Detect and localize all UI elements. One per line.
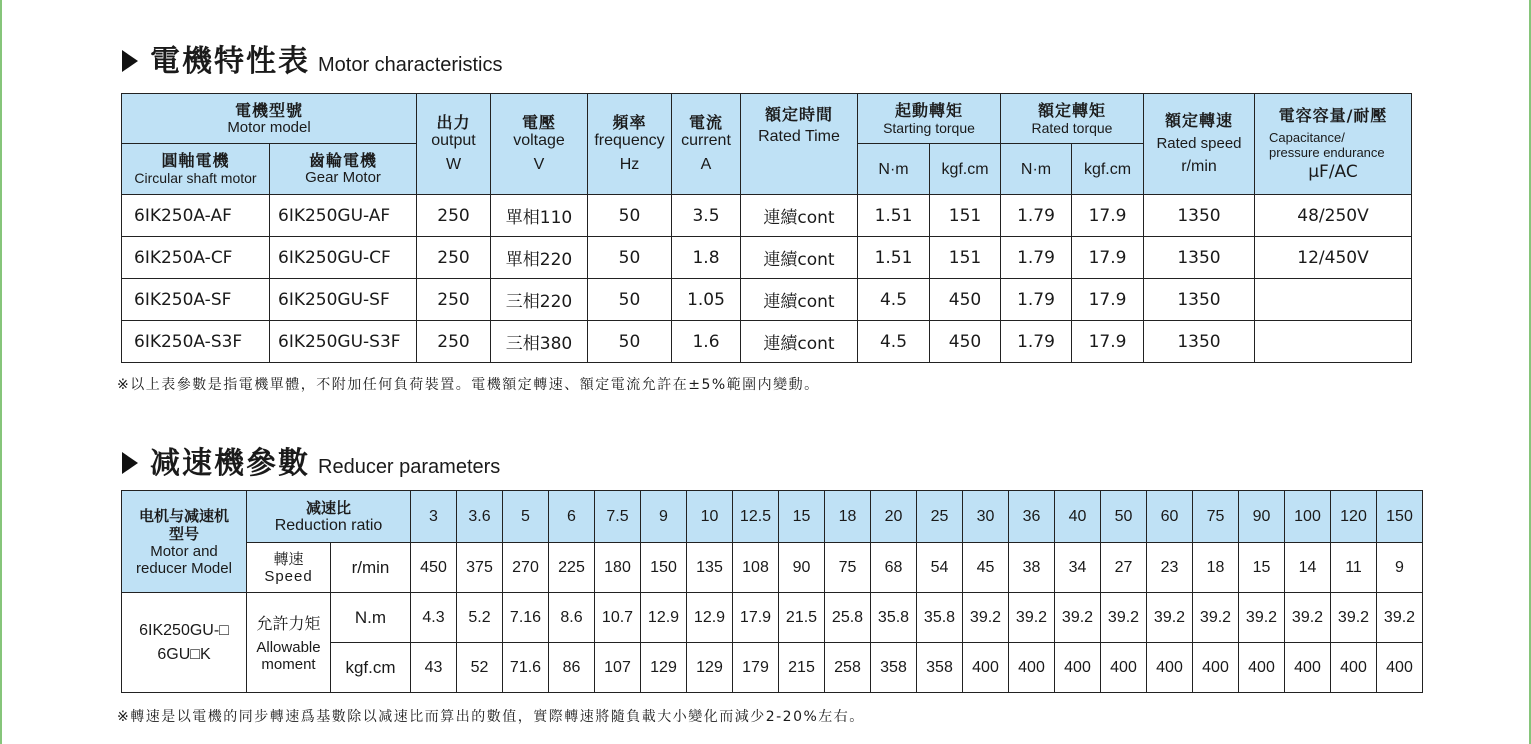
frequency-cell: 50 (588, 237, 672, 279)
starting-torque-header (858, 94, 1001, 144)
capacitance-zh: 電容容量/耐壓 (1278, 106, 1388, 125)
current-header (672, 94, 741, 195)
current-cell: 1.6 (672, 321, 741, 363)
speed-cell: 45 (963, 543, 1009, 593)
frequency-cell: 50 (588, 321, 672, 363)
speed-cell: 450 (411, 543, 457, 593)
output-cell: 250 (417, 321, 491, 363)
moment-nm-cell: 5.2 (457, 593, 503, 643)
moment-nm-cell: 10.7 (595, 593, 641, 643)
speed-label-en: Speed (264, 568, 313, 585)
moment-kgf-cell: 43 (411, 643, 457, 693)
voltage-en: voltage (513, 132, 565, 149)
frequency-header (588, 94, 672, 195)
speed-cell: 23 (1147, 543, 1193, 593)
rated-torque-kgf-cell: 17.9 (1072, 321, 1144, 363)
speed-cell: 375 (457, 543, 503, 593)
voltage-cell: 單相220 (491, 237, 588, 279)
ratio-cell: 25 (917, 491, 963, 543)
speed-cell: 180 (595, 543, 641, 593)
capacitance-cell (1255, 321, 1412, 363)
ratio-cell: 36 (1009, 491, 1055, 543)
speed-cell: 68 (871, 543, 917, 593)
rated-torque-header (1001, 94, 1144, 144)
current-en: current (681, 132, 731, 149)
moment-nm-cell: 17.9 (733, 593, 779, 643)
model-value-2: 6GU□K (157, 645, 211, 663)
circular-shaft-header (122, 144, 270, 195)
circular-shaft-en: Circular shaft motor (134, 170, 257, 186)
moment-kgf-cell: 358 (917, 643, 963, 693)
output-header (417, 94, 491, 195)
starting-torque-kgf-cell: 450 (930, 279, 1001, 321)
voltage-cell: 三相220 (491, 279, 588, 321)
voltage-zh: 電壓 (521, 113, 556, 132)
moment-kgf-cell: 400 (1009, 643, 1055, 693)
starting-torque-nm-cell: 4.5 (858, 279, 930, 321)
ratio-cell: 10 (687, 491, 733, 543)
speed-cell: 34 (1055, 543, 1101, 593)
model-label-en-2: reducer Model (136, 559, 232, 577)
model-label-en-1: Motor and (150, 542, 218, 560)
gear-motor-header (270, 144, 417, 195)
rated-torque-kgf-cell: 17.9 (1072, 195, 1144, 237)
ratio-cell: 5 (503, 491, 549, 543)
rated-speed-zh: 額定轉速 (1164, 111, 1233, 130)
moment-nm-cell: 39.2 (1193, 593, 1239, 643)
rated-torque-nm-cell: 1.79 (1001, 195, 1072, 237)
moment-kgf-cell: 400 (1285, 643, 1331, 693)
moment-kgf-cell: 179 (733, 643, 779, 693)
speed-cell: 150 (641, 543, 687, 593)
starting-torque-kgf-header (930, 144, 1001, 195)
moment-nm-cell: 21.5 (779, 593, 825, 643)
triangle-bullet-icon (122, 50, 138, 72)
moment-nm-cell: 35.8 (917, 593, 963, 643)
rated-time-cell: 連續cont (741, 195, 858, 237)
moment-unit-nm-cell: N.m (331, 593, 411, 643)
speed-cell: 38 (1009, 543, 1055, 593)
model-value-cell (122, 593, 247, 693)
moment-nm-cell: 39.2 (1009, 593, 1055, 643)
ratio-label-cell (247, 491, 411, 543)
rated-time-cell: 連續cont (741, 321, 858, 363)
output-cell: 250 (417, 279, 491, 321)
speed-cell: 270 (503, 543, 549, 593)
rated-torque-nm-cell: 1.79 (1001, 237, 1072, 279)
motor-model-header (122, 94, 417, 144)
circular-model-cell: 6IK250A-CF (122, 237, 270, 279)
capacitance-cell: 48/250V (1255, 195, 1412, 237)
speed-unit-cell: r/min (331, 543, 411, 593)
speed-cell: 11 (1331, 543, 1377, 593)
ratio-cell: 30 (963, 491, 1009, 543)
moment-nm-cell: 39.2 (1285, 593, 1331, 643)
speed-cell: 90 (779, 543, 825, 593)
ratio-row (122, 491, 1423, 543)
rated-torque-kgf-header (1072, 144, 1144, 195)
capacitance-unit: μF/AC (1308, 162, 1358, 182)
rated-speed-cell: 1350 (1144, 237, 1255, 279)
speed-cell: 54 (917, 543, 963, 593)
current-cell: 1.8 (672, 237, 741, 279)
gear-motor-en: Gear Motor (305, 169, 381, 186)
rated-speed-header (1144, 94, 1255, 195)
rated-time-cell: 連續cont (741, 279, 858, 321)
section-title-en: Reducer parameters (318, 456, 501, 478)
moment-kgf-cell: 71.6 (503, 643, 549, 693)
gear-model-cell: 6IK250GU-CF (270, 237, 417, 279)
rated-speed-en: Rated speed (1156, 135, 1242, 152)
model-value-1: 6IK250GU-□ (139, 621, 229, 639)
ratio-cell: 6 (549, 491, 595, 543)
capacitance-cell: 12/450V (1255, 237, 1412, 279)
speed-cell: 9 (1377, 543, 1423, 593)
ratio-cell: 60 (1147, 491, 1193, 543)
moment-kgf-cell: 86 (549, 643, 595, 693)
output-zh: 出力 (436, 113, 471, 132)
moment-nm-cell: 39.2 (1147, 593, 1193, 643)
rated-torque-kgf-cell: 17.9 (1072, 237, 1144, 279)
page-border-left (0, 0, 2, 744)
moment-kgf-cell: 400 (1193, 643, 1239, 693)
rated-torque-nm-header (1001, 144, 1072, 195)
model-label-zh-2: 型号 (168, 524, 199, 543)
frequency-cell: 50 (588, 195, 672, 237)
moment-kgf-cell: 52 (457, 643, 503, 693)
rated-torque-en: Rated torque (1031, 119, 1113, 136)
moment-nm-cell: 25.8 (825, 593, 871, 643)
reducer-parameters-title (122, 438, 500, 482)
ratio-label-zh: 减速比 (305, 499, 351, 517)
moment-unit-kgf-cell: kgf.cm (331, 643, 411, 693)
moment-nm-cell: 12.9 (641, 593, 687, 643)
speed-row (122, 543, 1423, 593)
voltage-cell: 三相380 (491, 321, 588, 363)
table-row (122, 321, 1412, 363)
section-title-zh: 减速機參數 (150, 446, 310, 481)
speed-cell: 108 (733, 543, 779, 593)
moment-kgf-cell: 107 (595, 643, 641, 693)
ratio-cell: 120 (1331, 491, 1377, 543)
rated-time-header (741, 94, 858, 195)
capacitance-cell (1255, 279, 1412, 321)
ratio-cell: 3.6 (457, 491, 503, 543)
gear-model-cell: 6IK250GU-S3F (270, 321, 417, 363)
section-title-en: Motor characteristics (318, 54, 503, 76)
motor-model-zh: 電機型號 (234, 100, 303, 120)
voltage-header (491, 94, 588, 195)
moment-nm-cell: 39.2 (1239, 593, 1285, 643)
motor-model-en: Motor model (227, 118, 311, 136)
ratio-cell: 12.5 (733, 491, 779, 543)
frequency-cell: 50 (588, 279, 672, 321)
moment-kgf-cell: 400 (1101, 643, 1147, 693)
reducer-parameters-table (121, 490, 1423, 693)
starting-torque-kgf-cell: 151 (930, 195, 1001, 237)
speed-cell: 135 (687, 543, 733, 593)
starting-torque-en: Starting torque (883, 119, 975, 136)
motor-characteristics-table (121, 93, 1412, 363)
reducer-note: ※轉速是以電機的同步轉速爲基數除以减速比而算出的數值，實際轉速將隨負載大小變化而減少2-20%左右。 (117, 709, 865, 725)
ratio-cell: 40 (1055, 491, 1101, 543)
unit-nm: N·m (1020, 161, 1052, 178)
starting-torque-nm-header (858, 144, 930, 195)
table-row (122, 195, 1412, 237)
speed-label-zh: 轉速 (273, 550, 304, 568)
capacitance-header (1255, 94, 1412, 195)
starting-torque-nm-cell: 1.51 (858, 237, 930, 279)
ratio-cell: 3 (411, 491, 457, 543)
ratio-label-en: Reduction ratio (274, 517, 383, 534)
gear-model-cell: 6IK250GU-AF (270, 195, 417, 237)
ratio-cell: 15 (779, 491, 825, 543)
moment-nm-cell: 7.16 (503, 593, 549, 643)
starting-torque-nm-cell: 1.51 (858, 195, 930, 237)
speed-cell: 18 (1193, 543, 1239, 593)
moment-kgf-cell: 215 (779, 643, 825, 693)
ratio-cell: 75 (1193, 491, 1239, 543)
moment-kgf-cell: 129 (641, 643, 687, 693)
moment-label-cell (247, 593, 331, 693)
moment-nm-cell: 39.2 (1331, 593, 1377, 643)
output-en: output (431, 132, 476, 149)
rated-torque-zh: 額定轉矩 (1037, 100, 1106, 120)
moment-nm-cell: 39.2 (1377, 593, 1423, 643)
moment-kgf-cell: 400 (1331, 643, 1377, 693)
motor-note: ※以上表參數是指電機單體，不附加任何負荷裝置。電機額定轉速、額定電流允許在±5%範圍内變動。 (117, 377, 820, 393)
model-label-zh-1: 电机与减速机 (138, 506, 229, 525)
moment-kgf-cell: 129 (687, 643, 733, 693)
ratio-cell: 20 (871, 491, 917, 543)
ratio-cell: 100 (1285, 491, 1331, 543)
ratio-cell: 18 (825, 491, 871, 543)
ratio-cell: 7.5 (595, 491, 641, 543)
capacitance-en-1: Capacitance/ (1269, 130, 1345, 145)
current-zh: 電流 (688, 113, 723, 132)
moment-nm-cell: 35.8 (871, 593, 917, 643)
moment-label-zh: 允許力矩 (256, 614, 321, 633)
moment-nm-cell: 4.3 (411, 593, 457, 643)
gear-motor-zh: 齒輪電機 (308, 151, 377, 170)
moment-nm-row (122, 593, 1423, 643)
moment-nm-cell: 12.9 (687, 593, 733, 643)
speed-cell: 75 (825, 543, 871, 593)
moment-nm-cell: 39.2 (1055, 593, 1101, 643)
ratio-cell: 9 (641, 491, 687, 543)
moment-kgf-cell: 400 (1377, 643, 1423, 693)
frequency-zh: 頻率 (612, 113, 647, 132)
output-cell: 250 (417, 195, 491, 237)
unit-nm: N·m (878, 161, 909, 178)
circular-shaft-zh: 圓軸電機 (161, 151, 230, 170)
capacitance-en-2: pressure endurance (1269, 145, 1385, 160)
moment-nm-cell: 8.6 (549, 593, 595, 643)
starting-torque-kgf-cell: 151 (930, 237, 1001, 279)
moment-label-en-1: Allowable (256, 639, 321, 656)
rated-time-zh: 額定時間 (764, 105, 833, 124)
rated-speed-cell: 1350 (1144, 321, 1255, 363)
moment-kgf-cell: 258 (825, 643, 871, 693)
rated-torque-kgf-cell: 17.9 (1072, 279, 1144, 321)
output-unit: W (445, 156, 462, 173)
header-row-1 (122, 94, 1412, 144)
table-row (122, 279, 1412, 321)
rated-speed-cell: 1350 (1144, 195, 1255, 237)
circular-model-cell: 6IK250A-S3F (122, 321, 270, 363)
rated-time-cell: 連續cont (741, 237, 858, 279)
motor-characteristics-title (122, 36, 503, 80)
current-unit: A (700, 156, 712, 173)
rated-time-en: Rated Time (758, 128, 840, 145)
rated-torque-nm-cell: 1.79 (1001, 321, 1072, 363)
voltage-unit: V (533, 156, 545, 173)
circular-model-cell: 6IK250A-SF (122, 279, 270, 321)
moment-kgf-cell: 400 (963, 643, 1009, 693)
moment-kgf-cell: 400 (1147, 643, 1193, 693)
starting-torque-zh: 起動轉矩 (894, 100, 963, 120)
output-cell: 250 (417, 237, 491, 279)
gear-model-cell: 6IK250GU-SF (270, 279, 417, 321)
rated-speed-unit: r/min (1181, 158, 1217, 175)
current-cell: 3.5 (672, 195, 741, 237)
unit-kgf: kgf.cm (941, 161, 989, 178)
rated-torque-nm-cell: 1.79 (1001, 279, 1072, 321)
speed-cell: 27 (1101, 543, 1147, 593)
speed-cell: 225 (549, 543, 595, 593)
unit-kgf: kgf.cm (1083, 161, 1132, 178)
model-label-cell (122, 491, 247, 593)
moment-kgf-cell: 400 (1239, 643, 1285, 693)
current-cell: 1.05 (672, 279, 741, 321)
circular-model-cell: 6IK250A-AF (122, 195, 270, 237)
voltage-cell: 單相110 (491, 195, 588, 237)
triangle-bullet-icon (122, 452, 138, 474)
ratio-cell: 150 (1377, 491, 1423, 543)
section-title-zh: 電機特性表 (150, 44, 310, 79)
moment-nm-cell: 39.2 (1101, 593, 1147, 643)
ratio-cell: 50 (1101, 491, 1147, 543)
speed-cell: 14 (1285, 543, 1331, 593)
moment-kgf-cell: 358 (871, 643, 917, 693)
moment-label-en-2: moment (261, 656, 316, 673)
ratio-cell: 90 (1239, 491, 1285, 543)
frequency-unit: Hz (619, 156, 640, 173)
moment-nm-cell: 39.2 (963, 593, 1009, 643)
table-row (122, 237, 1412, 279)
frequency-en: frequency (594, 132, 665, 149)
starting-torque-kgf-cell: 450 (930, 321, 1001, 363)
speed-cell: 15 (1239, 543, 1285, 593)
rated-speed-cell: 1350 (1144, 279, 1255, 321)
speed-label-cell (247, 543, 331, 593)
starting-torque-nm-cell: 4.5 (858, 321, 930, 363)
moment-kgf-cell: 400 (1055, 643, 1101, 693)
